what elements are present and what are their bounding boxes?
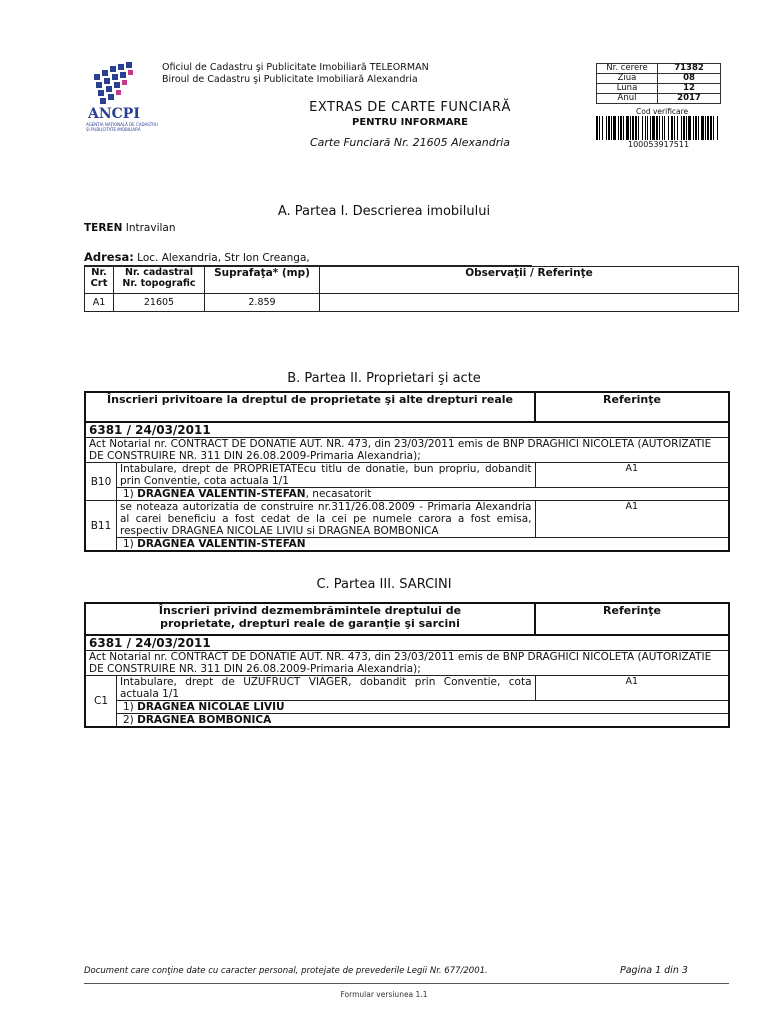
owner-num: 1) bbox=[123, 488, 134, 500]
barcode-bar bbox=[620, 116, 622, 140]
barcode-bar bbox=[693, 116, 694, 140]
owner-name: DRAGNEA VALENTIN-STEFAN bbox=[137, 538, 306, 550]
table-row bbox=[85, 635, 729, 651]
barcode-bar bbox=[647, 116, 648, 140]
barcode-bar bbox=[671, 116, 673, 140]
barcode-bar bbox=[632, 116, 634, 140]
barcode-bar bbox=[626, 116, 629, 140]
part-a-heading: A. Partea I. Descrierea imobilului bbox=[277, 204, 491, 219]
barcode-bar bbox=[705, 116, 706, 140]
act-text: Act Notarial nr. CONTRACT DE DONATIE AUT. NR. 473, din 23/03/2011 emis de BNP DRAGHICI NICOLETA (AUTORIZATIE DE CONSTRUIRE NR. 311 DIN 26.08.2009-Primaria Alexandria); bbox=[85, 438, 729, 463]
barcode-bar bbox=[645, 116, 646, 140]
barcode-bar bbox=[713, 116, 714, 140]
personal-data-note: Document care conţine date cu caracter personal, protejate de prevederile Legii Nr. 677/2001. bbox=[84, 966, 488, 976]
barcode-bar bbox=[599, 116, 600, 140]
cod-verificare-label: Cod verificare bbox=[636, 107, 689, 116]
entry-text: se noteaza autorizatia de construire nr.311/26.08.2009 - Primaria Alexandria al carei beneficiu a fost cedat de la cei pe numele carora a fost emisa, respectiv DRAGNEA NICOLAE LIVIU si DRAGNEA BOMBONICA bbox=[117, 501, 536, 538]
barcode-bar bbox=[650, 116, 651, 140]
barcode-bar bbox=[630, 116, 631, 140]
entry-id: B10 bbox=[85, 463, 117, 501]
owner-line bbox=[117, 488, 730, 501]
nr-crt-header: Nr. Crt bbox=[85, 267, 114, 294]
entry-id: B11 bbox=[85, 501, 117, 552]
table-row bbox=[85, 538, 729, 552]
adresa-line bbox=[84, 250, 310, 264]
table-row bbox=[85, 422, 729, 438]
document-title-block bbox=[230, 100, 590, 149]
ancpi-logo bbox=[84, 62, 164, 140]
owner-num: 1) bbox=[123, 701, 134, 713]
act-text: Act Notarial nr. CONTRACT DE DONATIE AUT. NR. 473, din 23/03/2011 emis de BNP DRAGHICI NICOLETA (AUTORIZATIE DE CONSTRUIRE NR. 311 DIN 26.08.2009-Primaria Alexandria); bbox=[85, 651, 729, 676]
barcode-bar bbox=[677, 116, 678, 140]
request-row bbox=[597, 64, 721, 74]
teren-value: Intravilan bbox=[125, 222, 176, 234]
nr-crt-cell: A1 bbox=[85, 294, 114, 312]
request-label: Nr. cerere bbox=[597, 64, 658, 74]
entry-ref: A1 bbox=[535, 501, 729, 538]
part-b-table bbox=[84, 391, 730, 552]
part-a-table bbox=[84, 266, 739, 312]
nr-cadastral-cell: 21605 bbox=[114, 294, 205, 312]
referinte-header: Referinţe bbox=[535, 392, 729, 422]
part-c-heading: C. Partea III. SARCINI bbox=[316, 577, 452, 592]
barcode-bar bbox=[618, 116, 619, 140]
request-label: Anul bbox=[597, 94, 658, 104]
barcode-bar bbox=[668, 116, 669, 140]
barcode-icon bbox=[596, 116, 720, 140]
barcode-bar bbox=[606, 116, 607, 140]
table-row bbox=[85, 488, 729, 501]
barcode-bar bbox=[635, 116, 637, 140]
observatii-header: Observaţii / Referinţe bbox=[320, 267, 739, 294]
teren-label: TEREN bbox=[84, 222, 123, 234]
owner-name: DRAGNEA NICOLAE LIVIU bbox=[137, 701, 285, 713]
table-row bbox=[85, 651, 729, 676]
barcode-bar bbox=[683, 116, 685, 140]
part-b-heading: B. Partea II. Proprietari şi acte bbox=[287, 371, 481, 386]
request-row bbox=[597, 94, 721, 104]
table-row bbox=[85, 676, 729, 701]
barcode-bar bbox=[602, 116, 603, 140]
sarcini-header: Înscrieri privind dezmembrămintele dreptului de proprietate, drepturi reale de garanţie şi sarcini bbox=[85, 603, 535, 635]
act-id: 6381 / 24/03/2011 bbox=[85, 635, 729, 651]
office-line-1: Oficiul de Cadastru şi Publicitate Imobiliară TELEORMAN bbox=[162, 62, 429, 73]
barcode-bar bbox=[674, 116, 675, 140]
owner-name: DRAGNEA BOMBONICA bbox=[137, 714, 272, 726]
document-title: EXTRAS DE CARTE FUNCIARĂ bbox=[309, 100, 511, 115]
request-value: 71382 bbox=[658, 64, 721, 74]
observatii-cell bbox=[320, 294, 739, 312]
barcode-bar bbox=[664, 116, 665, 140]
owner-num: 2) bbox=[123, 714, 134, 726]
barcode-bar bbox=[642, 116, 643, 140]
entry-text: Intabulare, drept de PROPRIETATEcu titlu de donatie, bun propriu, dobandit prin Conventie, cota actuala 1/1 bbox=[117, 463, 536, 488]
request-row bbox=[597, 84, 721, 94]
owner-num: 1) bbox=[123, 538, 134, 550]
barcode-bar bbox=[638, 116, 639, 140]
barcode-bar bbox=[611, 116, 612, 140]
entry-ref: A1 bbox=[535, 676, 729, 701]
barcode-bar bbox=[686, 116, 687, 140]
barcode-bar bbox=[717, 116, 718, 140]
owner-line bbox=[117, 714, 730, 728]
page-indicator: Pagina 1 din 3 bbox=[620, 965, 688, 976]
request-value: 12 bbox=[658, 84, 721, 94]
office-line-2: Biroul de Cadastru şi Publicitate Imobiliară Alexandria bbox=[162, 74, 418, 85]
office-info bbox=[162, 62, 429, 86]
request-row bbox=[597, 74, 721, 84]
barcode-bar bbox=[695, 116, 697, 140]
barcode-bar bbox=[659, 116, 660, 140]
entry-ref: A1 bbox=[535, 463, 729, 488]
nr-cadastral-header: Nr. cadastral Nr. topografic bbox=[114, 267, 205, 294]
request-value: 2017 bbox=[658, 94, 721, 104]
footer-divider bbox=[84, 983, 729, 984]
entry-id: C1 bbox=[85, 676, 117, 728]
barcode-bar bbox=[707, 116, 709, 140]
barcode-bar bbox=[596, 116, 598, 140]
logo-subtext: AGENȚIA NAȚIONALĂ DE CADASTRU ȘI PUBLICITATE IMOBILIARĂ bbox=[86, 122, 158, 132]
act-id: 6381 / 24/03/2011 bbox=[85, 422, 729, 438]
barcode-bar bbox=[608, 116, 610, 140]
table-row bbox=[85, 501, 729, 538]
suprafata-cell: 2.859 bbox=[205, 294, 320, 312]
part-c-header-row bbox=[85, 603, 729, 635]
teren-line bbox=[84, 222, 176, 234]
request-label: Ziua bbox=[597, 74, 658, 84]
barcode-bar bbox=[698, 116, 699, 140]
owner-line bbox=[117, 538, 730, 552]
owner-note: , necasatorit bbox=[305, 488, 372, 500]
barcode-bar bbox=[701, 116, 704, 140]
cf-number: Carte Funciară Nr. 21605 Alexandria bbox=[309, 136, 511, 149]
barcode-bar bbox=[662, 116, 663, 140]
request-value: 08 bbox=[658, 74, 721, 84]
barcode-bar bbox=[710, 116, 712, 140]
table-row bbox=[85, 294, 739, 312]
adresa-label: Adresa: bbox=[84, 250, 134, 264]
barcode-bar bbox=[688, 116, 691, 140]
table-row bbox=[85, 701, 729, 714]
form-version: Formular versiunea 1.1 bbox=[340, 990, 428, 999]
logo-text: ANCPI bbox=[88, 106, 140, 122]
part-c-table bbox=[84, 602, 730, 728]
suprafata-header: Suprafaţa* (mp) bbox=[205, 267, 320, 294]
table-row bbox=[85, 463, 729, 488]
owner-name: DRAGNEA VALENTIN-STEFAN bbox=[137, 488, 306, 500]
document-subtitle: PENTRU INFORMARE bbox=[352, 117, 468, 128]
barcode-bar bbox=[613, 116, 616, 140]
table-row bbox=[85, 438, 729, 463]
entry-text: Intabulare, drept de UZUFRUCT VIAGER, dobandit prin Conventie, cota actuala 1/1 bbox=[117, 676, 536, 701]
inscrieri-header: Înscrieri privitoare la dreptul de proprietate şi alte drepturi reale bbox=[85, 392, 535, 422]
part-b-header-row bbox=[85, 392, 729, 422]
adresa-value: Loc. Alexandria, Str Ion Creanga, bbox=[137, 252, 310, 264]
request-info-table bbox=[596, 63, 721, 104]
table-row bbox=[85, 714, 729, 728]
barcode-bar bbox=[656, 116, 658, 140]
barcode-number: 100053917511 bbox=[628, 140, 690, 149]
barcode-bar bbox=[623, 116, 624, 140]
barcode-bar bbox=[681, 116, 682, 140]
referinte-header: Referinţe bbox=[535, 603, 729, 635]
barcode-bar bbox=[652, 116, 655, 140]
request-label: Luna bbox=[597, 84, 658, 94]
part-a-header-row bbox=[85, 267, 739, 294]
owner-line bbox=[117, 701, 730, 714]
